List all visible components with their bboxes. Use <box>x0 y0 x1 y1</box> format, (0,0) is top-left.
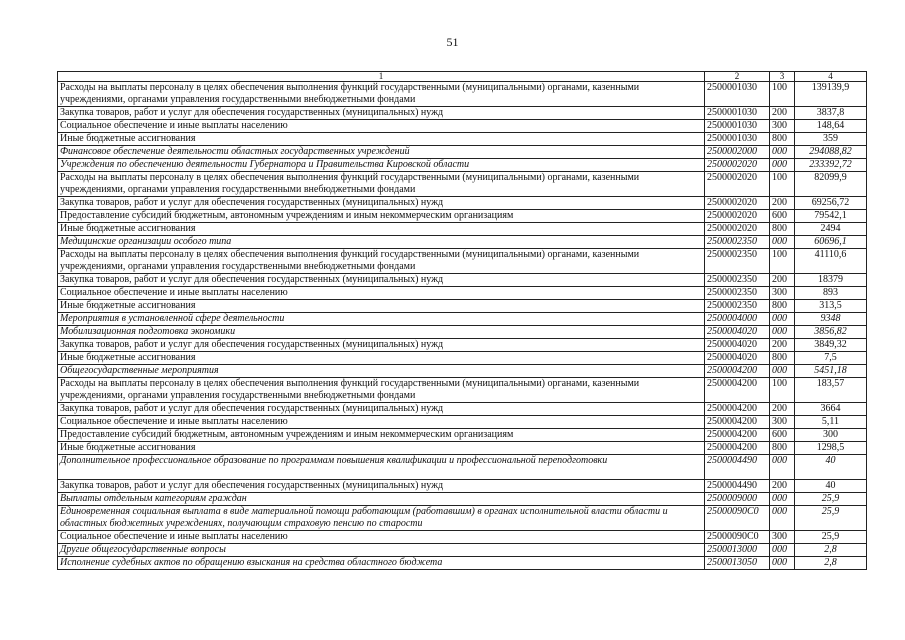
row-vr-cell: 000 <box>770 313 795 326</box>
header-col-2: 2 <box>705 72 770 82</box>
row-name-cell: Социальное обеспечение и иные выплаты населению <box>58 287 705 300</box>
row-sum-cell: 294088,82 <box>795 146 867 159</box>
row-name-cell: Расходы на выплаты персоналу в целях обеспечения выполнения функций государственными (муниципальными) органами, казенными учреждениями, органами управления государственными внебюджетными фондами <box>58 378 705 403</box>
row-vr-cell: 000 <box>770 506 795 531</box>
row-name-cell: Закупка товаров, работ и услуг для обеспечения государственных (муниципальных) нужд <box>58 339 705 352</box>
row-sum-cell: 79542,1 <box>795 210 867 223</box>
row-sum-cell: 41110,6 <box>795 249 867 274</box>
row-vr-cell: 200 <box>770 274 795 287</box>
row-name-cell: Финансовое обеспечение деятельности областных государственных учреждений <box>58 146 705 159</box>
table-row <box>58 172 867 197</box>
row-sum-cell: 300 <box>795 429 867 442</box>
row-vr-cell: 600 <box>770 429 795 442</box>
row-sum-cell: 2,8 <box>795 557 867 570</box>
row-vr-cell: 100 <box>770 249 795 274</box>
row-name-cell: Социальное обеспечение и иные выплаты населению <box>58 531 705 544</box>
row-sum-cell: 893 <box>795 287 867 300</box>
table-row <box>58 249 867 274</box>
row-code-cell: 2500004020 <box>705 352 770 365</box>
row-code-cell: 2500002350 <box>705 300 770 313</box>
row-name-cell: Закупка товаров, работ и услуг для обеспечения государственных (муниципальных) нужд <box>58 107 705 120</box>
row-sum-cell: 40 <box>795 480 867 493</box>
row-vr-cell: 800 <box>770 223 795 236</box>
row-name-cell: Закупка товаров, работ и услуг для обеспечения государственных (муниципальных) нужд <box>58 480 705 493</box>
row-name-cell: Исполнение судебных актов по обращению взыскания на средства областного бюджета <box>58 557 705 570</box>
row-vr-cell: 100 <box>770 82 795 107</box>
table-row <box>58 210 867 223</box>
row-sum-cell: 3664 <box>795 403 867 416</box>
table-row <box>58 416 867 429</box>
row-vr-cell: 000 <box>770 557 795 570</box>
row-code-cell: 2500002350 <box>705 236 770 249</box>
row-code-cell: 2500013050 <box>705 557 770 570</box>
table-row <box>58 107 867 120</box>
row-sum-cell: 25,9 <box>795 493 867 506</box>
row-name-cell: Иные бюджетные ассигнования <box>58 300 705 313</box>
row-code-cell: 2500013000 <box>705 544 770 557</box>
table-row <box>58 146 867 159</box>
row-code-cell: 2500004200 <box>705 429 770 442</box>
row-name-cell: Мобилизационная подготовка экономики <box>58 326 705 339</box>
row-sum-cell: 313,5 <box>795 300 867 313</box>
row-code-cell: 2500001030 <box>705 120 770 133</box>
page-number: 51 <box>446 35 459 49</box>
row-name-cell: Мероприятия в установленной сфере деятельности <box>58 313 705 326</box>
row-code-cell: 2500002000 <box>705 146 770 159</box>
row-sum-cell: 2494 <box>795 223 867 236</box>
row-name-cell: Предоставление субсидий бюджетным, автономным учреждениям и иным некоммерческим организациям <box>58 429 705 442</box>
table-body <box>58 82 867 570</box>
table-row <box>58 326 867 339</box>
row-sum-cell: 359 <box>795 133 867 146</box>
row-name-cell: Закупка товаров, работ и услуг для обеспечения государственных (муниципальных) нужд <box>58 274 705 287</box>
row-vr-cell: 200 <box>770 480 795 493</box>
row-name-cell: Единовременная социальная выплата в виде материальной помощи работающим (работавшим) в органах исполнительной власти области и областных бюджетных учреждениях, получающим страховую пенсию по старости <box>58 506 705 531</box>
table-row <box>58 531 867 544</box>
row-vr-cell: 000 <box>770 326 795 339</box>
table-row <box>58 236 867 249</box>
row-sum-cell: 40 <box>795 455 867 480</box>
row-code-cell: 25000090С0 <box>705 531 770 544</box>
table-row <box>58 480 867 493</box>
row-sum-cell: 2,8 <box>795 544 867 557</box>
header-col-1: 1 <box>58 72 705 82</box>
row-sum-cell: 3849,32 <box>795 339 867 352</box>
row-name-cell: Социальное обеспечение и иные выплаты населению <box>58 120 705 133</box>
row-sum-cell: 139139,9 <box>795 82 867 107</box>
table-row <box>58 455 867 480</box>
row-name-cell: Иные бюджетные ассигнования <box>58 223 705 236</box>
row-sum-cell: 82099,9 <box>795 172 867 197</box>
table-row <box>58 82 867 107</box>
row-name-cell: Расходы на выплаты персоналу в целях обеспечения выполнения функций государственными (муниципальными) органами, казенными учреждениями, органами управления государственными внебюджетными фондами <box>58 249 705 274</box>
row-sum-cell: 25,9 <box>795 531 867 544</box>
row-sum-cell: 25,9 <box>795 506 867 531</box>
row-vr-cell: 800 <box>770 133 795 146</box>
table-row <box>58 429 867 442</box>
table-row <box>58 442 867 455</box>
row-sum-cell: 1298,5 <box>795 442 867 455</box>
table-row <box>58 133 867 146</box>
row-name-cell: Закупка товаров, работ и услуг для обеспечения государственных (муниципальных) нужд <box>58 403 705 416</box>
row-vr-cell: 000 <box>770 493 795 506</box>
row-name-cell: Другие общегосударственные вопросы <box>58 544 705 557</box>
row-vr-cell: 300 <box>770 120 795 133</box>
row-vr-cell: 800 <box>770 442 795 455</box>
row-code-cell: 2500004020 <box>705 326 770 339</box>
row-name-cell: Выплаты отдельным категориям граждан <box>58 493 705 506</box>
row-sum-cell: 233392,72 <box>795 159 867 172</box>
row-vr-cell: 000 <box>770 365 795 378</box>
budget-table <box>57 71 867 570</box>
table-row <box>58 339 867 352</box>
row-vr-cell: 000 <box>770 455 795 480</box>
table-row <box>58 493 867 506</box>
row-vr-cell: 800 <box>770 300 795 313</box>
row-vr-cell: 300 <box>770 416 795 429</box>
row-code-cell: 2500004200 <box>705 403 770 416</box>
table-row <box>58 120 867 133</box>
row-vr-cell: 200 <box>770 107 795 120</box>
row-sum-cell: 18379 <box>795 274 867 287</box>
row-name-cell: Иные бюджетные ассигнования <box>58 352 705 365</box>
row-sum-cell: 3856,82 <box>795 326 867 339</box>
row-name-cell: Дополнительное профессиональное образование по программам повышения квалификации и профессиональной переподготовки <box>58 455 705 480</box>
table-row <box>58 352 867 365</box>
row-sum-cell: 183,57 <box>795 378 867 403</box>
table-row <box>58 544 867 557</box>
table-row <box>58 403 867 416</box>
row-code-cell: 2500004200 <box>705 365 770 378</box>
row-sum-cell: 148,64 <box>795 120 867 133</box>
row-vr-cell: 300 <box>770 531 795 544</box>
row-code-cell: 2500004490 <box>705 455 770 480</box>
row-vr-cell: 300 <box>770 287 795 300</box>
row-vr-cell: 200 <box>770 403 795 416</box>
row-code-cell: 2500001030 <box>705 133 770 146</box>
row-code-cell: 2500001030 <box>705 107 770 120</box>
header-col-4: 4 <box>795 72 867 82</box>
row-name-cell: Расходы на выплаты персоналу в целях обеспечения выполнения функций государственными (муниципальными) органами, казенными учреждениями, органами управления государственными внебюджетными фондами <box>58 82 705 107</box>
row-code-cell: 2500002350 <box>705 274 770 287</box>
row-sum-cell: 69256,72 <box>795 197 867 210</box>
row-sum-cell: 5,11 <box>795 416 867 429</box>
row-name-cell: Учреждения по обеспечению деятельности Губернатора и Правительства Кировской области <box>58 159 705 172</box>
row-vr-cell: 800 <box>770 352 795 365</box>
table-row <box>58 159 867 172</box>
table-row <box>58 223 867 236</box>
row-code-cell: 2500004000 <box>705 313 770 326</box>
row-vr-cell: 600 <box>770 210 795 223</box>
row-code-cell: 2500004200 <box>705 442 770 455</box>
row-vr-cell: 200 <box>770 197 795 210</box>
row-vr-cell: 000 <box>770 236 795 249</box>
table-row <box>58 378 867 403</box>
row-name-cell: Иные бюджетные ассигнования <box>58 133 705 146</box>
row-name-cell: Общегосударственные мероприятия <box>58 365 705 378</box>
row-name-cell: Иные бюджетные ассигнования <box>58 442 705 455</box>
row-name-cell: Медицинские организации особого типа <box>58 236 705 249</box>
row-sum-cell: 3837,8 <box>795 107 867 120</box>
table-row <box>58 197 867 210</box>
row-vr-cell: 100 <box>770 378 795 403</box>
row-code-cell: 2500004200 <box>705 378 770 403</box>
row-code-cell: 2500002020 <box>705 172 770 197</box>
table-row <box>58 274 867 287</box>
table-header-row <box>58 72 867 82</box>
row-code-cell: 25000090С0 <box>705 506 770 531</box>
row-sum-cell: 5451,18 <box>795 365 867 378</box>
table-row <box>58 287 867 300</box>
row-code-cell: 2500004200 <box>705 416 770 429</box>
row-code-cell: 2500009000 <box>705 493 770 506</box>
table-row <box>58 506 867 531</box>
row-vr-cell: 000 <box>770 544 795 557</box>
row-code-cell: 2500002020 <box>705 223 770 236</box>
row-sum-cell: 7,5 <box>795 352 867 365</box>
row-name-cell: Социальное обеспечение и иные выплаты населению <box>58 416 705 429</box>
row-sum-cell: 9348 <box>795 313 867 326</box>
row-sum-cell: 60696,1 <box>795 236 867 249</box>
table-row <box>58 313 867 326</box>
table-row <box>58 557 867 570</box>
row-name-cell: Предоставление субсидий бюджетным, автономным учреждениям и иным некоммерческим организациям <box>58 210 705 223</box>
row-code-cell: 2500002020 <box>705 159 770 172</box>
row-name-cell: Расходы на выплаты персоналу в целях обеспечения выполнения функций государственными (муниципальными) органами, казенными учреждениями, органами управления государственными внебюджетными фондами <box>58 172 705 197</box>
row-code-cell: 2500001030 <box>705 82 770 107</box>
table-row <box>58 365 867 378</box>
row-code-cell: 2500004490 <box>705 480 770 493</box>
row-code-cell: 2500002020 <box>705 197 770 210</box>
row-code-cell: 2500004020 <box>705 339 770 352</box>
row-name-cell: Закупка товаров, работ и услуг для обеспечения государственных (муниципальных) нужд <box>58 197 705 210</box>
table-row <box>58 300 867 313</box>
row-vr-cell: 200 <box>770 339 795 352</box>
row-vr-cell: 000 <box>770 146 795 159</box>
header-col-3: 3 <box>770 72 795 82</box>
row-code-cell: 2500002350 <box>705 287 770 300</box>
row-code-cell: 2500002350 <box>705 249 770 274</box>
row-vr-cell: 000 <box>770 159 795 172</box>
row-code-cell: 2500002020 <box>705 210 770 223</box>
row-vr-cell: 100 <box>770 172 795 197</box>
